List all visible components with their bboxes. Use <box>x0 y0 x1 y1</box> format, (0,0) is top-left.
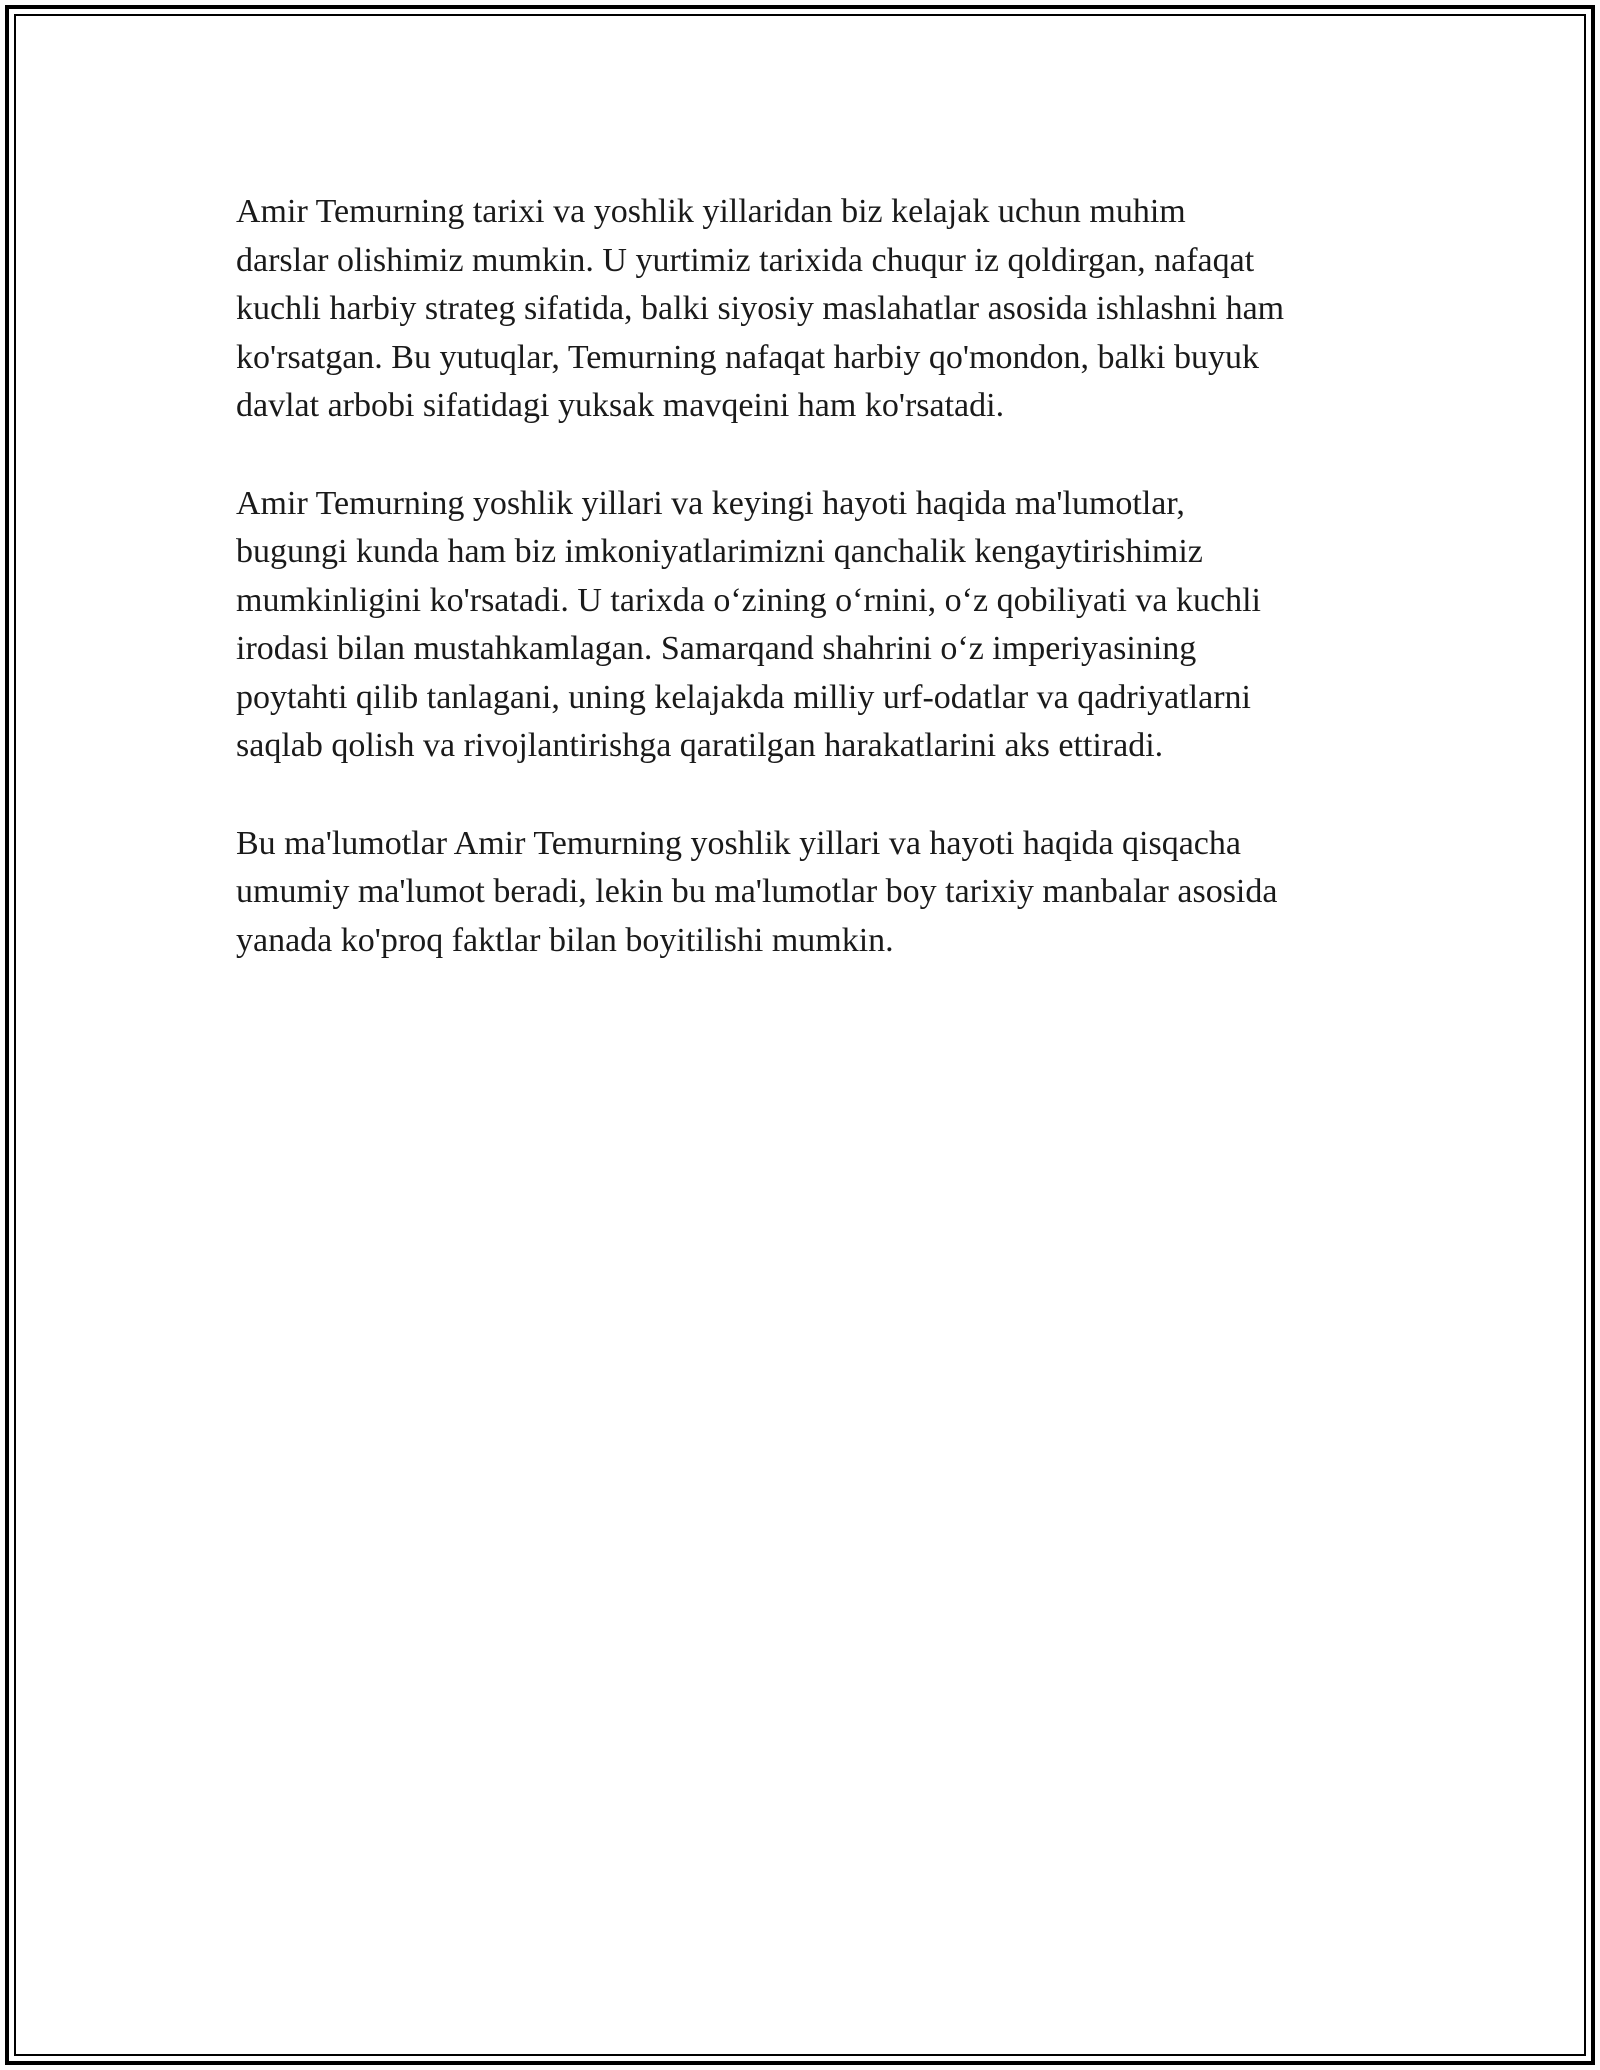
text-line: irodasi bilan mustahkamlagan. Samarqand shahrini o‘z imperiyasining <box>236 630 1197 667</box>
text-line: yanada ko'proq faktlar bilan boyitilishi mumkin. <box>236 921 894 959</box>
text-line: kuchli harbiy strateg sifatida, balki siyosiy maslahatlar asosida ishlashni ham <box>236 290 1285 327</box>
text-line: Amir Temurning yoshlik yillari va keyingi hayoti haqida ma'lumotlar, <box>236 484 1185 522</box>
text-line: Bu ma'lumotlar Amir Temurning yoshlik yillari va hayoti haqida qisqacha <box>236 824 1241 862</box>
document-body <box>236 188 1386 1014</box>
text-line: poytahti qilib tanlagani, uning kelajakda milliy urf-odatlar va qadriyatlarni <box>236 678 1251 716</box>
text-line: Amir Temurning tarixi va yoshlik yillaridan biz kelajak uchun muhim <box>236 193 1186 230</box>
text-line: mumkinligini ko'rsatadi. U tarixda o‘zining o‘rnini, o‘z qobiliyati va kuchli <box>236 581 1261 619</box>
text-line: darslar olishimiz mumkin. U yurtimiz tarixida chuqur iz qoldirgan, nafaqat <box>236 241 1255 279</box>
paragraph-2 <box>236 480 1386 771</box>
text-line: bugungi kunda ham biz imkoniyatlarimizni qanchalik kengaytirishimiz <box>236 533 1203 570</box>
paragraph-3 <box>236 820 1386 966</box>
text-line: saqlab qolish va rivojlantirishga qaratilgan harakatlarini aks ettiradi. <box>236 727 1164 764</box>
text-line: umumiy ma'lumot beradi, lekin bu ma'lumotlar boy tarixiy manbalar asosida <box>236 873 1278 910</box>
text-line: ko'rsatgan. Bu yutuqlar, Temurning nafaqat harbiy qo'mondon, balki buyuk <box>236 338 1259 376</box>
paragraph-1 <box>236 188 1386 431</box>
text-line: davlat arbobi sifatidagi yuksak mavqeini ham ko'rsatadi. <box>236 387 1005 424</box>
